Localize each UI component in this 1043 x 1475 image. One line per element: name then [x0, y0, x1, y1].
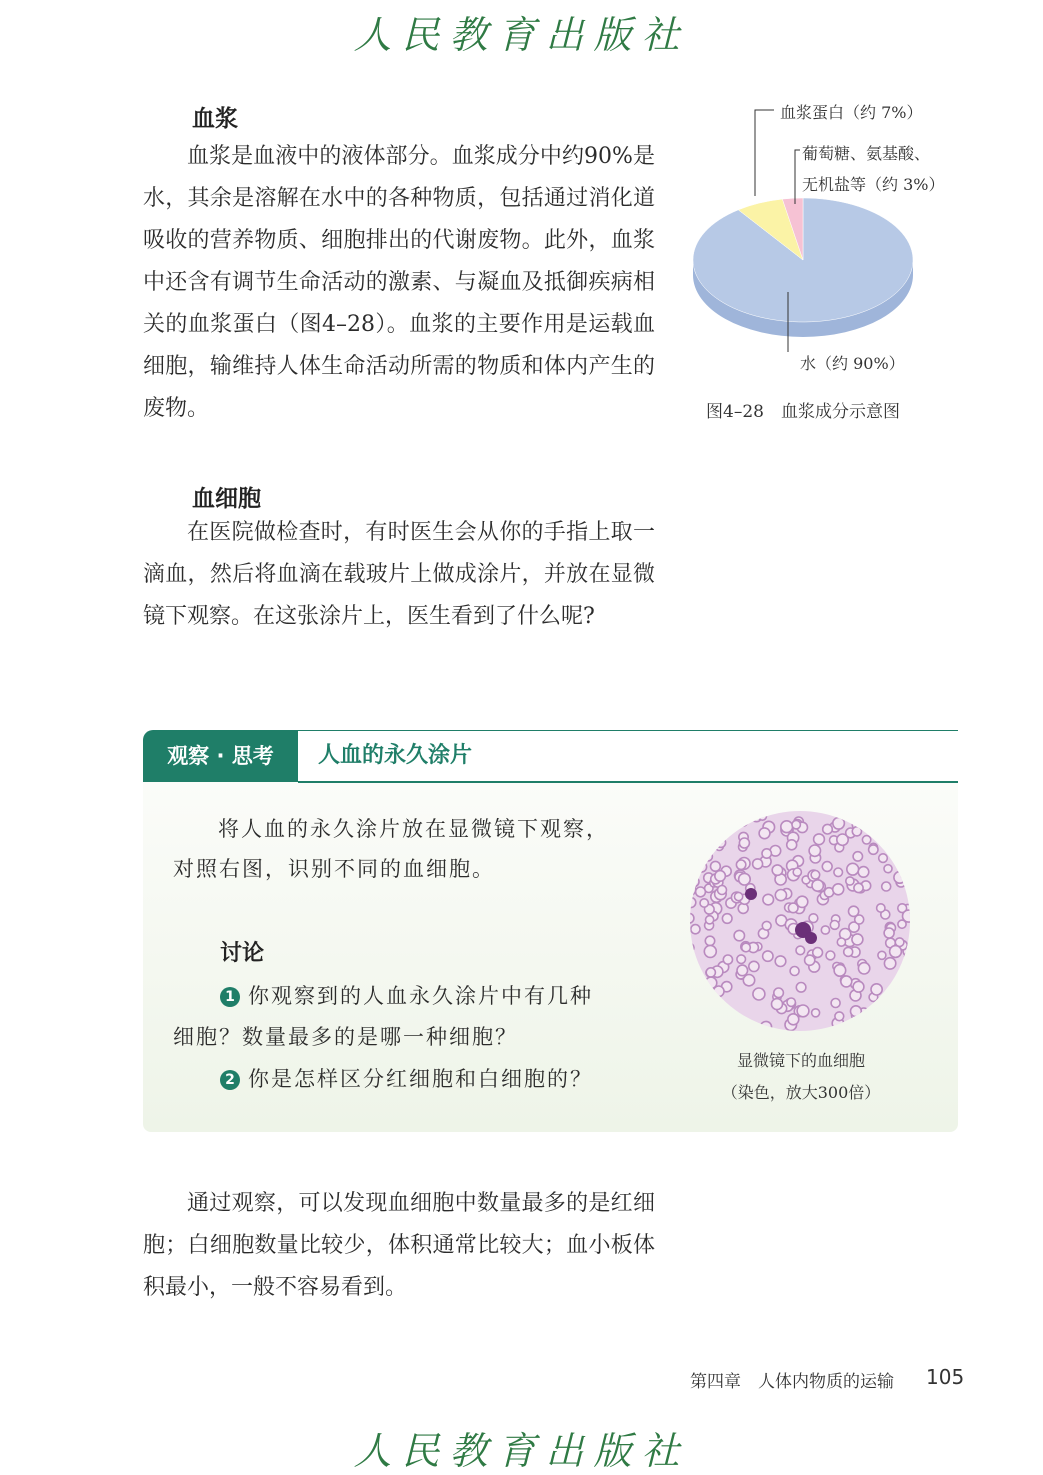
red-blood-cell — [852, 811, 861, 820]
observe-intro-line1: 将人血的永久涂片放在显微镜下观察， — [218, 817, 609, 841]
red-blood-cell — [689, 980, 698, 990]
red-blood-cell — [884, 829, 894, 839]
red-blood-cell — [895, 810, 904, 815]
red-blood-cell — [760, 1021, 771, 1032]
red-blood-cell — [703, 821, 712, 830]
figure-caption: 图4–28 血浆成分示意图 — [706, 402, 900, 422]
leader-protein — [755, 110, 774, 196]
red-blood-cell — [882, 882, 891, 891]
red-blood-cell — [790, 967, 799, 976]
white-blood-cell — [745, 888, 757, 900]
red-blood-cell — [690, 877, 699, 886]
red-blood-cell — [813, 948, 823, 958]
red-blood-cell — [739, 873, 751, 885]
red-blood-cell — [704, 945, 716, 957]
red-blood-cell — [713, 810, 724, 818]
red-blood-cell — [822, 862, 832, 872]
red-blood-cell — [689, 913, 694, 923]
red-blood-cell — [722, 914, 732, 924]
red-blood-cell — [796, 946, 805, 955]
red-blood-cell — [889, 827, 898, 836]
red-blood-cell — [691, 925, 700, 934]
red-blood-cell — [852, 934, 863, 945]
page-number: 105 — [926, 1365, 965, 1389]
plasma-heading: 血浆 — [192, 106, 238, 132]
red-blood-cell — [700, 899, 708, 907]
red-blood-cell — [833, 884, 844, 895]
red-blood-cell — [739, 838, 749, 848]
question-2 — [220, 1058, 593, 1100]
red-blood-cell — [907, 810, 911, 817]
publisher-logo-bottom: 人民教育出版社 — [353, 1429, 690, 1473]
blood-cells-paragraph — [143, 512, 655, 638]
red-blood-cell — [797, 896, 808, 907]
microscope-caption-1: 显微镜下的血细胞 — [736, 1051, 865, 1070]
red-blood-cell — [826, 951, 835, 960]
red-blood-cell — [694, 1013, 706, 1025]
leader-salts — [795, 150, 800, 204]
red-blood-cell — [753, 859, 763, 869]
chapter-title: 第四章 人体内物质的运输 — [690, 1372, 894, 1392]
red-blood-cell — [772, 865, 782, 875]
red-blood-cell — [781, 821, 793, 833]
red-blood-cell — [697, 862, 707, 872]
red-blood-cell — [704, 852, 713, 861]
red-blood-cell — [899, 823, 910, 834]
label-salts-line2: 无机盐等（约 3%） — [802, 175, 945, 194]
red-blood-cell — [837, 834, 848, 845]
observe-title: 人血的永久涂片 — [318, 743, 473, 768]
red-blood-cell — [702, 810, 712, 820]
red-blood-cell — [706, 968, 715, 977]
red-blood-cell — [834, 965, 846, 977]
white-blood-cell — [805, 932, 817, 944]
red-blood-cell — [705, 977, 717, 989]
microscope-caption-2: （染色，放大300倍） — [721, 1083, 881, 1102]
red-blood-cell — [852, 827, 861, 836]
label-water: 水（约 90%） — [800, 354, 905, 373]
red-blood-cell — [814, 834, 825, 845]
red-blood-cell — [846, 877, 854, 885]
red-blood-cell — [735, 893, 743, 901]
red-blood-cell — [720, 810, 731, 816]
red-blood-cell — [833, 818, 845, 830]
red-blood-cell — [812, 880, 823, 891]
red-blood-cell — [847, 863, 859, 875]
red-blood-cell — [851, 1006, 862, 1017]
red-blood-cell — [788, 1014, 799, 1025]
red-blood-cell — [894, 983, 904, 993]
label-salts-line1: 葡萄糖、氨基酸、 — [802, 144, 931, 163]
red-blood-cell — [871, 984, 882, 995]
red-blood-cell — [871, 1017, 881, 1027]
question-1-text: 你观察到的人血永久涂片中有几种 — [248, 984, 593, 1008]
red-blood-cell — [853, 981, 864, 992]
red-blood-cell — [869, 845, 878, 854]
red-blood-cell — [890, 946, 902, 958]
red-blood-cell — [759, 828, 770, 839]
red-blood-cell — [753, 988, 765, 1000]
red-blood-cell — [890, 812, 901, 823]
blood-cells-heading: 血细胞 — [192, 486, 261, 512]
red-blood-cell — [879, 854, 888, 863]
red-blood-cell — [901, 845, 909, 853]
red-blood-cell — [711, 861, 721, 871]
red-blood-cell — [787, 840, 797, 850]
red-blood-cell — [762, 921, 771, 930]
number-2-icon: 2 — [220, 1070, 240, 1090]
red-blood-cell — [834, 868, 843, 877]
red-blood-cell — [796, 983, 806, 993]
red-blood-cell — [823, 824, 833, 834]
red-blood-cell — [858, 963, 869, 974]
observe-intro-line2: 对照右图，识别不同的血细胞。 — [173, 857, 495, 881]
red-blood-cell — [797, 1005, 809, 1017]
red-blood-cell — [889, 843, 898, 852]
red-blood-cell — [715, 871, 726, 882]
red-blood-cell — [792, 821, 800, 829]
red-blood-cell — [812, 1009, 820, 1017]
red-blood-cell — [718, 886, 727, 895]
red-blood-cell — [881, 1016, 891, 1026]
red-blood-cell — [689, 897, 696, 907]
red-blood-cell — [772, 999, 783, 1010]
conclusion-paragraph — [143, 1183, 655, 1309]
red-blood-cell — [878, 951, 886, 959]
red-blood-cell — [775, 890, 786, 901]
red-blood-cell — [899, 1004, 908, 1013]
red-blood-cell — [898, 1010, 909, 1021]
label-protein: 血浆蛋白（约 7%） — [780, 103, 923, 122]
red-blood-cell — [805, 955, 815, 965]
observe-tag: 观察 · 思考 — [143, 730, 298, 782]
red-blood-cell — [853, 852, 862, 861]
red-blood-cell — [712, 832, 721, 841]
red-blood-cell — [887, 831, 898, 842]
red-blood-cell — [689, 973, 696, 983]
red-blood-cell — [707, 1000, 716, 1009]
red-blood-cell — [702, 1011, 711, 1020]
microscope-blood-image — [689, 810, 911, 1032]
red-blood-cell — [690, 853, 699, 862]
red-blood-cell — [689, 846, 698, 855]
red-blood-cell — [811, 871, 820, 880]
red-blood-cell — [793, 868, 801, 876]
red-blood-cell — [903, 910, 912, 922]
red-blood-cell — [841, 976, 852, 987]
red-blood-cell — [884, 928, 894, 938]
red-blood-cell — [737, 955, 746, 964]
red-blood-cell — [763, 894, 774, 905]
red-blood-cell — [716, 838, 725, 847]
publisher-logo-top: 人民教育出版社 — [353, 13, 690, 57]
blood-cells-text: 在医院做检查时，有时医生会从你的手指上取一滴血，然后将血滴在载玻片上做成涂片，并放在显微镜下观察。在这张涂片上，医生看到了什么呢? — [143, 520, 655, 629]
red-blood-cell — [877, 904, 885, 912]
plasma-text: 血浆是血液中的液体部分。血浆成分中约90%是水，其余是溶解在水中的各种物质，包括通过消化道吸收的营养物质、细胞排出的代谢废物。此外，血浆中还含有调节生命活动的激素、与凝血及抵御疾病相关的血浆蛋白（图4–28）。血浆的主要作用是运载血细胞，输维持人体生命活动所需的物质和体内产生的废物。 — [143, 144, 655, 421]
discuss-heading: 讨论 — [220, 941, 265, 966]
red-blood-cell — [860, 1026, 868, 1032]
question-2-text: 你是怎样区分红细胞和白细胞的？ — [248, 1067, 593, 1091]
red-blood-cell — [904, 993, 911, 1004]
red-blood-cell — [706, 916, 714, 924]
red-blood-cell — [689, 885, 696, 895]
red-blood-cell — [844, 947, 853, 956]
red-blood-cell — [775, 956, 786, 967]
red-blood-cell — [809, 845, 820, 856]
red-blood-cell — [689, 982, 696, 990]
red-blood-cell — [747, 810, 757, 815]
question-1-line1 — [220, 975, 593, 1017]
red-blood-cell — [724, 821, 733, 830]
red-blood-cell — [736, 860, 745, 869]
red-blood-cell — [842, 1023, 850, 1031]
red-blood-cell — [774, 988, 784, 998]
red-blood-cell — [884, 865, 892, 873]
observe-think-box — [143, 730, 958, 1132]
number-1-icon: 1 — [220, 987, 240, 1007]
red-blood-cell — [854, 883, 863, 892]
red-blood-cell — [830, 921, 839, 930]
red-blood-cell — [689, 943, 694, 951]
red-blood-cell — [835, 1012, 844, 1021]
red-blood-cell — [905, 952, 911, 961]
red-blood-cell — [855, 915, 864, 924]
red-blood-cell — [705, 936, 714, 945]
red-blood-cell — [763, 951, 773, 961]
red-blood-cell — [831, 999, 840, 1008]
red-blood-cell — [689, 1022, 695, 1032]
plasma-pie-chart — [670, 92, 1000, 352]
red-blood-cell — [862, 836, 870, 844]
red-blood-cell — [710, 1004, 721, 1015]
red-blood-cell — [701, 1000, 711, 1010]
red-blood-cell — [719, 1009, 729, 1019]
red-blood-cell — [837, 938, 845, 946]
red-blood-cell — [737, 965, 748, 976]
red-blood-cell — [884, 958, 895, 969]
red-blood-cell — [898, 981, 910, 993]
red-blood-cell — [723, 955, 732, 964]
plasma-paragraph — [143, 136, 655, 430]
red-blood-cell — [903, 865, 911, 873]
red-blood-cell — [821, 926, 829, 934]
red-blood-cell — [742, 943, 751, 952]
conclusion-text: 通过观察，可以发现血细胞中数量最多的是红细胞；白细胞数量比较少，体积通常比较大；血小板体积最小，一般不容易看到。 — [143, 1191, 655, 1300]
red-blood-cell — [894, 872, 906, 884]
red-blood-cell — [734, 930, 744, 940]
red-blood-cell — [762, 849, 771, 858]
red-blood-cell — [689, 850, 695, 860]
red-blood-cell — [787, 998, 795, 1006]
red-blood-cell — [689, 855, 696, 867]
red-blood-cell — [738, 817, 747, 826]
question-1-line2: 细胞？数量最多的是哪一种细胞？ — [173, 1025, 518, 1049]
red-blood-cell — [749, 961, 759, 971]
red-blood-cell — [758, 812, 766, 820]
red-blood-cell — [858, 867, 869, 878]
red-blood-cell — [703, 841, 713, 851]
